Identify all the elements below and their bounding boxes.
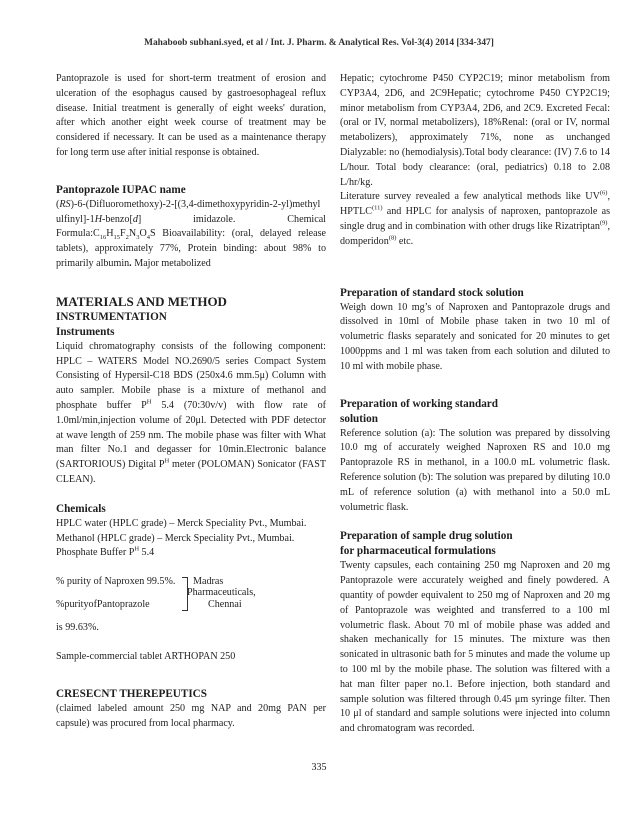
literature-paragraph: Literature survey revealed a few analytical methods like UV$^{(6)}$, HPTLC$^{(11)}$ and HPLC for analysis of naproxen, pantoprazole as single drug and in combination with other drugs like Rizatriptan$^{(9)}$, domperidon$^{(8)}$ etc. bbox=[340, 190, 610, 247]
purity-pantoprazole: %purityofPantoprazole bbox=[56, 599, 150, 611]
chemical-item: Phosphate Buffer $P^H$ 5.4 bbox=[56, 545, 155, 559]
intro-paragraph: Pantoprazole is used for short-term treatment of erosion and ulceration of the esophagus caused by gastroesophageal reflux disease. Initial treatment is generally of eight weeks' duration, after which another eight week course of treatment may be considered if necessary. It can be used as a maintenance therapy for long term use after initial response is obtained. bbox=[56, 73, 326, 158]
purity-naproxen: % purity of Naproxen 99.5%. bbox=[56, 576, 176, 588]
page-number: 335 bbox=[311, 762, 327, 773]
sample-tablet: Sample-commercial tablet ARTHOPAN 250 bbox=[56, 650, 236, 662]
supplier-chennai: Chennai bbox=[208, 599, 242, 611]
purity-block bbox=[56, 575, 326, 621]
right-column bbox=[340, 72, 610, 737]
materials-heading: MATERIALS AND METHOD bbox=[56, 293, 227, 309]
stock-heading: Preparation of standard stock solution bbox=[340, 286, 524, 299]
sample-paragraph: Twenty capsules, each containing 250 mg Naproxen and 20 mg Pantoprazole were accurately weighed and finely powdered. A quantity of powder equivalent to 250 mg of Naproxen and 20 mg of Pantoprazole was weighted and transferred to a 100 ml volumetric flask. About 70 ml of mobile phase was added and shaken mechanically for 15 minutes. The mixture was then sonicated in ultrasonic bath for 5 minutes and made the volume up to 100 ml by the mobile phase. The solution was filtered with a hat man filter paper no.1. Before injection, both standard and sample solution was filtered through 0.45 μm syringe filter. Then 10 μl of standard and sample solutions were injected into column and chromatogram was recorded. bbox=[340, 560, 610, 735]
crescent-paragraph: (claimed labeled amount 250 mg NAP and 20mg PAN per capsule) was procured from local pharmacy. bbox=[56, 702, 326, 729]
left-column bbox=[56, 72, 326, 731]
chemical-item: HPLC water (HPLC grade) – Merck Speciality Pvt., Mumbai. bbox=[56, 517, 307, 529]
instruments-paragraph: Liquid chromatography consists of the following component: HPLC – WATERS Model NO.2690/5 series Compact System Consisting of Hypersil-C18 BDS (250x4.6 mm.5μ) Column with auto sampler. Mobile phase is a mixture of methanol and phosphate buffer $P^H$ 5.4 (70:30v/v) with flow rate of 1.0ml/min,injection volume of 20μl. Detected with PDF detector at wave length of 259 nm. The mobile phase was filter with What man filter No.1 and degasser for 10min.Electronic balance (SARTORIOUS) Digital $P^H$ meter (POLOMAN) Sonicator (FAST CLEAN). bbox=[56, 340, 326, 485]
working-paragraph: Reference solution (a): The solution was prepared by dissolving 10.0 mg of accurately weighed Naproxen RS and 10.0 mg Pantoprazole RS in methanol, in a 100.0 mL volumetric flask. Reference solution (b): The solution was prepared by diluting 10.0 mL of reference solution (a) with methanol into a 50.0 mL volumetric flask. bbox=[340, 427, 610, 513]
iupac-heading: Pantoprazole IUPAC name bbox=[56, 183, 186, 196]
supplier-madras: Madras bbox=[193, 576, 224, 588]
sample-heading-2: for pharmaceutical formulations bbox=[340, 545, 496, 558]
sample-heading: Preparation of sample drug solution bbox=[340, 530, 513, 543]
running-header: Mahaboob subhani.syed, et al / Int. J. Pharm. & Analytical Res. Vol-3(4) 2014 [334-347] bbox=[144, 38, 494, 48]
working-heading-2: solution bbox=[340, 412, 378, 425]
stock-paragraph: Weigh down 10 mg’s of Naproxen and Pantoprazole drugs and dissolved in 10ml of Mobile phase taken in two 10 ml of volumetric flasks separately and sonicated for 20 minutes to get 1000ppms and 1 ml was taken from each solution and diluted to 10 ml with mobile phase. bbox=[340, 301, 610, 372]
instrumentation-heading: INSTRUMENTATION bbox=[56, 310, 167, 323]
crescent-heading: CRESECNT THEREPEUTICS bbox=[56, 687, 207, 700]
working-heading: Preparation of working standard bbox=[340, 397, 498, 410]
chemicals-heading: Chemicals bbox=[56, 502, 106, 515]
purity-pantoprazole-value: is 99.63%. bbox=[56, 622, 99, 634]
metabolism-paragraph: Hepatic; cytochrome P450 CYP2C19; minor metabolism from CYP3A4, 2D6, and 2C9Hepatic; cytochrome P450 CYP2C19; minor metabolism from CYP3A4, 2D6, and 2C9. Excreted Fecal: (oral or IV, normal metabolizers), 18%Renal: (oral or IV, normal metabolizers), approximately 71%, none as unchanged Dialyzable: no (hemodialysis).Total body clearance: (IV) 7.6 to 14 L/hour. Total body clearance: (oral, pediatrics) 0.18 to 2.08 L/hr/kg. bbox=[340, 73, 610, 188]
iupac-paragraph: (RS)-6-(Difluoromethoxy)-2-[(3,4-dimethoxypyridin-2-yl)methyl ulfinyl]-1H-benzo[d] imidazole. Chemical $Formula:C_{16}H_{15}F_2N_3O_4S$ Bioavailability: (oral, delayed release tablets), approximately 77%, Protein binding: about 98% to primarily albumin. Major metabolized bbox=[56, 198, 326, 269]
chemical-item: Methanol (HPLC grade) – Merck Speciality Pvt., Mumbai. bbox=[56, 532, 295, 544]
supplier-pharma: Pharmaceuticals, bbox=[187, 587, 256, 599]
instruments-heading: Instruments bbox=[56, 325, 115, 338]
